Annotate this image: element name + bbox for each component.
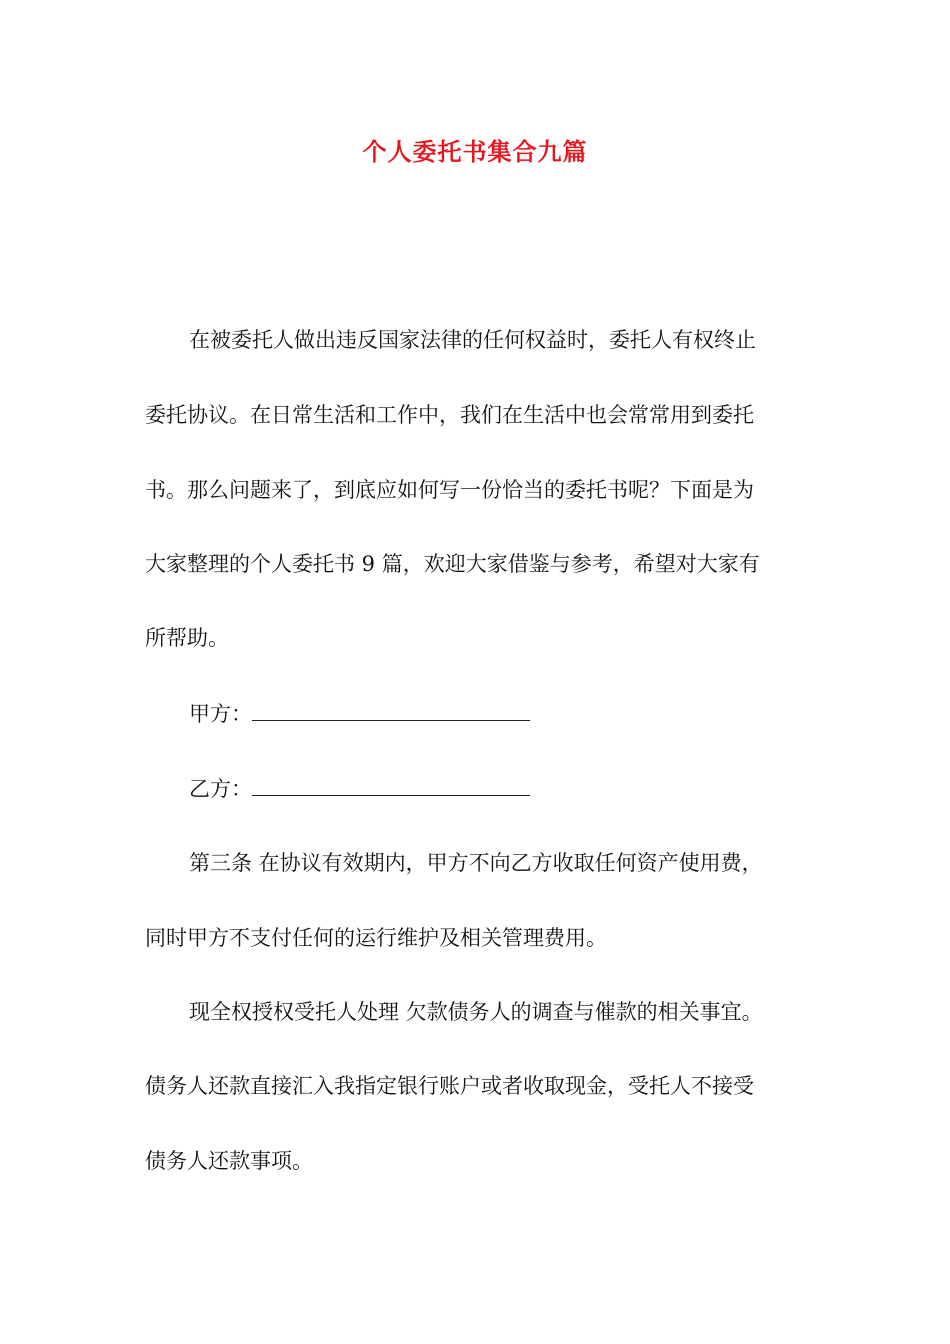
paragraph-3-line-3: 债务人还款事项。 <box>145 1149 313 1173</box>
paragraph-2-line-1: 第三条 在协议有效期内，甲方不向乙方收取任何资产使用费， <box>189 851 763 875</box>
party-b-label: 乙方： <box>189 777 252 801</box>
paragraph-3-line-2: 债务人还款直接汇入我指定银行账户或者收取现金，受托人不接受 <box>145 1074 754 1098</box>
paragraph-3-line-1: 现全权授权受托人处理 欠款债务人的调查与催款的相关事宜。 <box>189 1000 763 1024</box>
party-b-blank-line <box>252 775 530 796</box>
party-a-blank-line <box>252 700 530 721</box>
party-a-label: 甲方： <box>189 702 252 726</box>
paragraph-1-line-4: 大家整理的个人委托书 9 篇，欢迎大家借鉴与参考，希望对大家有 <box>145 552 760 576</box>
paragraph-1-line-5: 所帮助。 <box>145 626 229 650</box>
party-b-row <box>189 774 859 804</box>
paragraph-1-line-3: 书。那么问题来了，到底应如何写一份恰当的委托书呢？下面是为 <box>145 478 754 502</box>
paragraph-2-line-2: 同时甲方不支付任何的运行维护及相关管理费用。 <box>145 926 607 950</box>
party-a-row <box>189 699 859 729</box>
document-title: 个人委托书集合九篇 <box>362 137 588 166</box>
paragraph-1-line-1: 在被委托人做出违反国家法律的任何权益时，委托人有权终止 <box>189 328 756 352</box>
paragraph-1-line-2: 委托协议。在日常生活和工作中，我们在生活中也会常常用到委托 <box>145 403 754 427</box>
